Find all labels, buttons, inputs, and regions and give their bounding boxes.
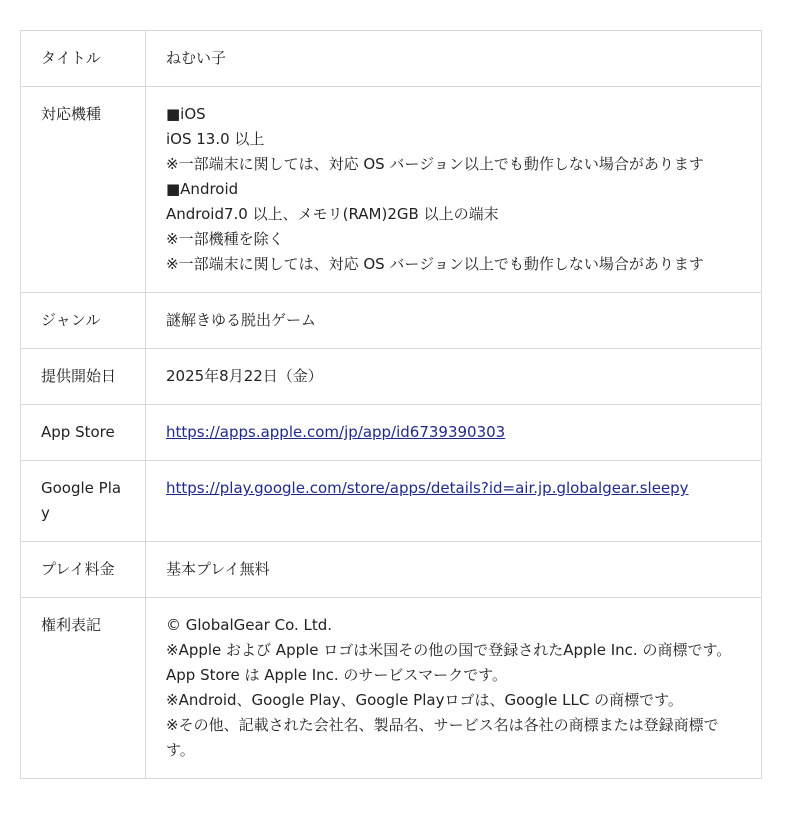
- row-label: タイトル: [21, 31, 146, 87]
- row-value: [146, 405, 762, 461]
- table-row-title: [21, 31, 762, 87]
- appstore-link[interactable]: https://apps.apple.com/jp/app/id6739390303: [166, 423, 506, 441]
- row-value: [146, 461, 762, 542]
- row-label: プレイ料金: [21, 542, 146, 598]
- table-row-genre: [21, 293, 762, 349]
- rights-line: ※Android、Google Play、Google Playロゴは、Google LLC の商標です。: [166, 691, 683, 709]
- rights-line: ※Apple および Apple ロゴは米国その他の国で登録されたApple Inc. の商標です。: [166, 641, 732, 659]
- title-value: ねむい子: [166, 49, 227, 67]
- table-row-devices: [21, 87, 762, 293]
- table-row-release: [21, 349, 762, 405]
- row-label: App Store: [21, 405, 146, 461]
- row-label: 対応機種: [21, 87, 146, 293]
- device-line: ※一部端末に関しては、対応 OS バージョン以上でも動作しない場合があります: [166, 155, 704, 173]
- googleplay-link[interactable]: https://play.google.com/store/apps/details?id=air.jp.globalgear.sleepy: [166, 479, 689, 497]
- row-value: [146, 349, 762, 405]
- price-value: 基本プレイ無料: [166, 560, 270, 578]
- table-row-price: [21, 542, 762, 598]
- device-line: ■iOS: [166, 105, 206, 123]
- table-row-rights: [21, 598, 762, 779]
- device-line: Android7.0 以上、メモリ(RAM)2GB 以上の端末: [166, 205, 499, 223]
- row-label: 提供開始日: [21, 349, 146, 405]
- table-row-googleplay: [21, 461, 762, 542]
- row-value: [146, 542, 762, 598]
- row-label: Google Play: [21, 461, 146, 542]
- rights-line: ※その他、記載された会社名、製品名、サービス名は各社の商標または登録商標です。: [166, 716, 719, 759]
- row-value: [146, 87, 762, 293]
- genre-value: 謎解きゆる脱出ゲーム: [166, 311, 317, 329]
- row-value: [146, 598, 762, 779]
- row-label: 権利表記: [21, 598, 146, 779]
- rights-line: App Store は Apple Inc. のサービスマークです。: [166, 666, 507, 684]
- device-line: iOS 13.0 以上: [166, 130, 265, 148]
- device-line: ■Android: [166, 180, 239, 198]
- device-line: ※一部端末に関しては、対応 OS バージョン以上でも動作しない場合があります: [166, 255, 704, 273]
- game-info-table: [20, 30, 762, 779]
- table-row-appstore: [21, 405, 762, 461]
- device-line: ※一部機種を除く: [166, 230, 284, 248]
- release-date: 2025年8月22日（金）: [166, 367, 323, 385]
- row-value: [146, 293, 762, 349]
- row-value: [146, 31, 762, 87]
- rights-line: © GlobalGear Co. Ltd.: [166, 616, 333, 634]
- row-label: ジャンル: [21, 293, 146, 349]
